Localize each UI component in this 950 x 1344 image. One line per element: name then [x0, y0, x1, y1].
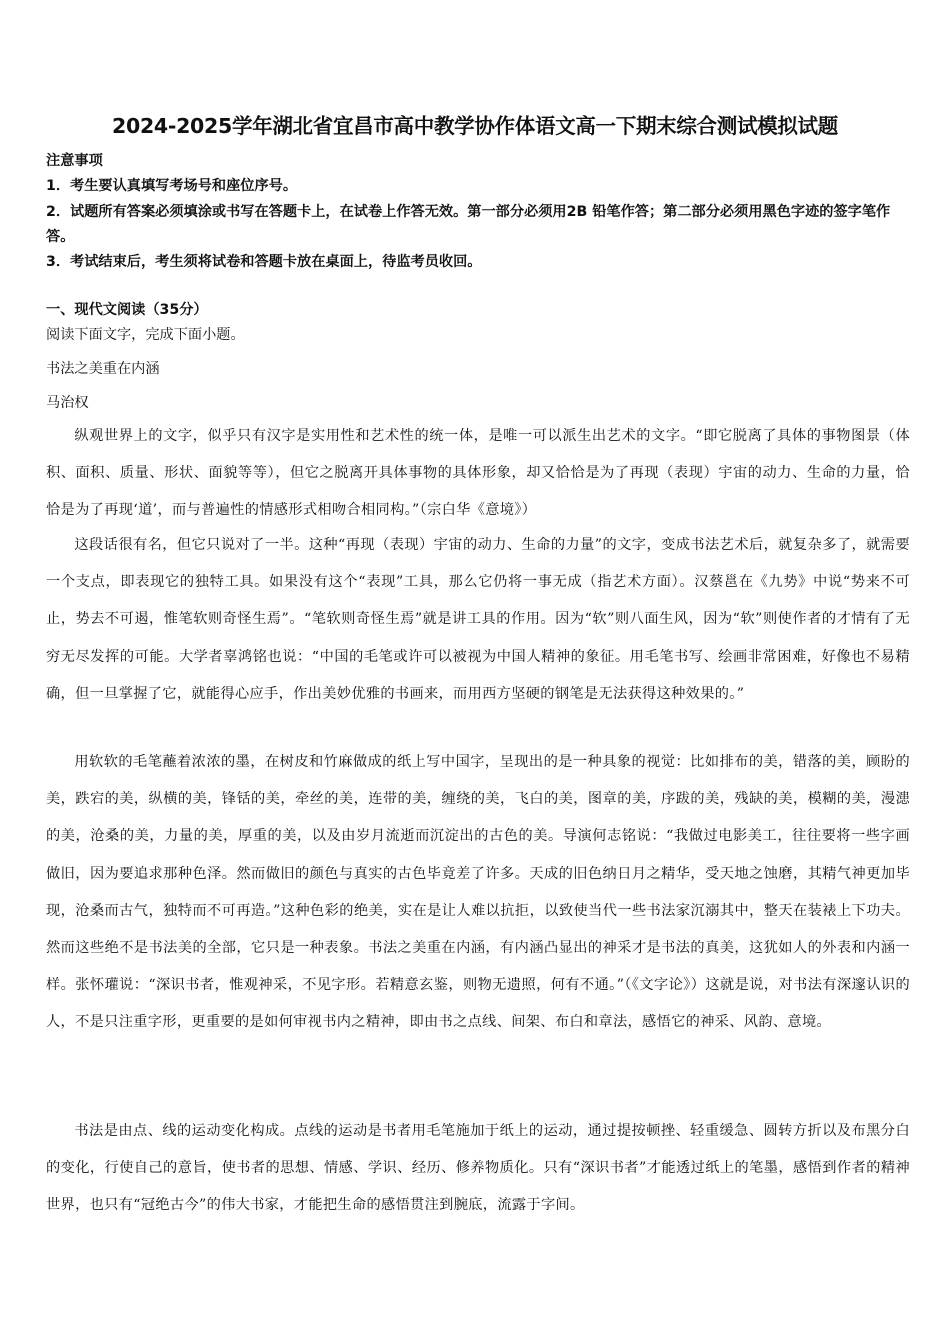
article-title: 书法之美重在内涵 — [46, 361, 160, 377]
article-paragraph-3: 用软软的毛笔蘸着浓浓的墨，在树皮和竹麻做成的纸上写中国字，呈现出的是一种具象的视觉：比如排布的美，错落的美，顾盼的美，跌宕的美，纵横的美，锋铦的美，牵丝的美，连带的美，缠绕的美，飞白的美，图章的美，序跋的美，残缺的美，模糊的美，漫漶的美，沧桑的美，力量的美，厚重的美，以及由岁月流逝而沉淀出的古色的美。导演何志铭说：“我做过电影美工，往往要将一些字画做旧，因为要追求那种色泽。然而做旧的颜色与真实的古色毕竟差了许多。天成的旧色纳日月之精华，受天地之蚀磨，其精气神更加毕现，沧桑而古气，独特而不可再造。”这种色彩的绝美，实在是让人难以抗拒，以致使当代一些书法家沉溺其中，整天在装裱上下功夫。然而这些绝不是书法美的全部，它只是一种表象。书法之美重在内涵，有内涵凸显出的神采才是书法的真美，这犹如人的外表和内涵一样。张怀瓘说：“深识书者，惟观神采，不见字形。若精意玄鉴，则物无遗照，何有不通。”（《文字论》）这就是说，对书法有深邃认识的人，不是只注重字形，更重要的是如何审视书内之精神，即由书之点线、间架、布白和章法，感悟它的神采、风韵、意境。 — [46, 754, 910, 1031]
section-instruction: 阅读下面文字，完成下面小题。 — [46, 327, 245, 343]
article-paragraph-4: 书法是由点、线的运动变化构成。点线的运动是书者用毛笔施加于纸上的运动，通过提按顿挫、轻重缓急、圆转方折以及布黑分白的变化，行使自己的意旨，使书者的思想、情感、学识、经历、修养物质化。只有“深识书者”才能透过纸上的笔墨，感悟到作者的精神世界，也只有“冠绝古今”的伟大书家，才能把生命的感悟贯注到腕底，流露于字间。 — [46, 1123, 910, 1214]
notice-heading: 注意事项 — [46, 153, 103, 169]
notice-item-1: 1．考生要认真填写考场号和座位序号。 — [46, 178, 298, 194]
exam-title: 2024-2025学年湖北省宜昌市高中教学协作体语文高一下期末综合测试模拟试题 — [112, 114, 838, 138]
article-author: 马治权 — [46, 395, 89, 411]
article-paragraph-2: 这段话很有名，但它只说对了一半。这种“再现（表现）宇宙的动力、生命的力量”的文字，变成书法艺术后，就复杂多了，就需要一个支点，即表现它的独特工具。如果没有这个“表现”工具，那么它仍将一事无成（指艺术方面）。汉蔡邕在《九势》中说“势来不可止，势去不可遏，惟笔软则奇怪生焉”。“笔软则奇怪生焉”就是讲工具的作用。因为“软”则八面生风，因为“软”则使作者的才情有了无穷无尽发挥的可能。大学者辜鸿铭也说：“中国的毛笔或许可以被视为中国人精神的象征。用毛笔书写、绘画非常困难，好像也不易精确，但一旦掌握了它，就能得心应手，作出美妙优雅的书画来，而用西方坚硬的钢笔是无法获得这种效果的。” — [46, 537, 910, 702]
article-paragraph-1: 纵观世界上的文字，似乎只有汉字是实用性和艺术性的统一体，是唯一可以派生出艺术的文字。“即它脱离了具体的事物图景（体积、面积、质量、形状、面貌等等），但它之脱离开具体事物的具体形象，却又恰恰是为了再现（表现）宇宙的动力、生命的力量，恰恰是为了再现‘道’，而与普遍性的情感形式相吻合相同构。”（宗白华《意境》） — [46, 428, 910, 519]
section-heading: 一、现代文阅读（35分） — [46, 302, 208, 318]
notice-item-2: 2．试题所有答案必须填涂或书写在答题卡上，在试卷上作答无效。第一部分必须用2B 铅笔作答；第二部分必须用黑色字迹的签字笔作答。 — [46, 204, 891, 245]
notice-item-3: 3．考试结束后，考生须将试卷和答题卡放在桌面上，待监考员收回。 — [46, 254, 482, 270]
